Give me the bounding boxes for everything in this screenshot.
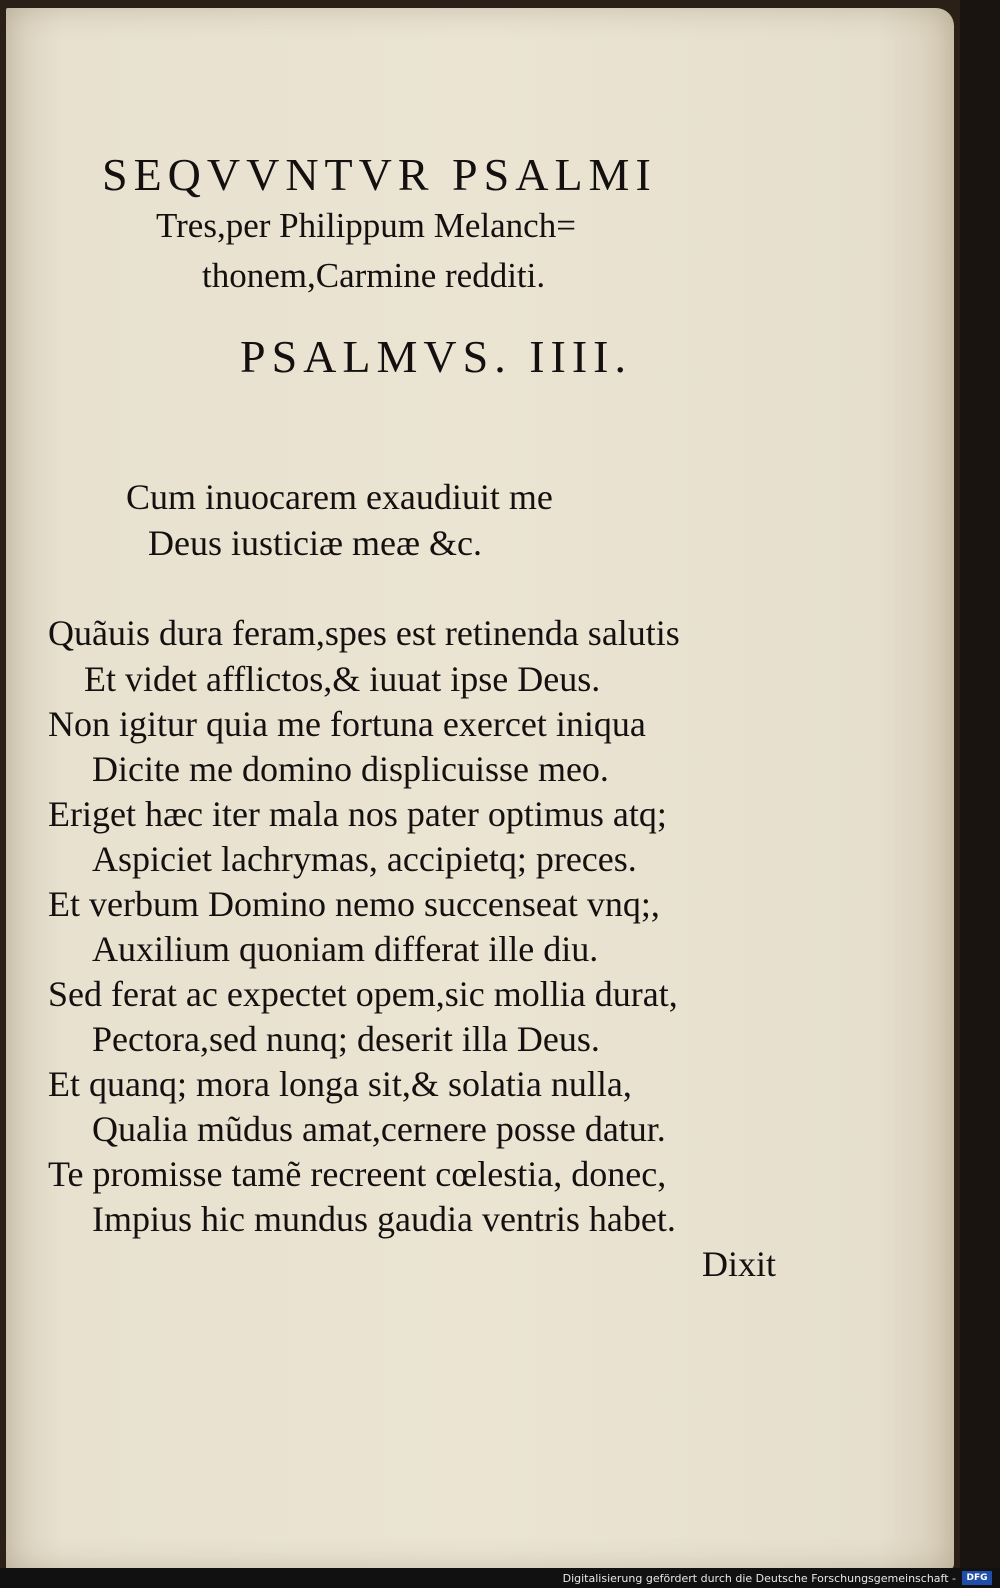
incipit-line-2: Deus iusticiæ meæ &c.	[148, 523, 482, 563]
book-page	[6, 8, 954, 1570]
verse-line: Quãuis dura feram,spes est retinenda salutis	[48, 613, 680, 653]
psalm-title: PSALMVS. IIII.	[240, 331, 632, 382]
catchword: Dixit	[702, 1244, 777, 1284]
verse-line: Qualia mũdus amat,cernere posse datur.	[92, 1109, 666, 1149]
verse-line: Impius hic mundus gaudia ventris habet.	[92, 1199, 676, 1239]
verse-line: Et quanq; mora longa sit,& solatia nulla,	[48, 1064, 632, 1104]
digitization-footer	[0, 1568, 1000, 1588]
verse-line: Aspiciet lachrymas, accipietq; preces.	[92, 839, 637, 879]
header-subtitle-line1: Tres,per Philippum Melanch=	[156, 206, 576, 245]
verse-line: Eriget hæc iter mala nos pater optimus atq;	[48, 794, 667, 834]
dfg-logo-icon: DFG	[962, 1571, 992, 1585]
verse-line: Et videt afflictos,& iuuat ipse Deus.	[84, 659, 601, 699]
verse-line: Sed ferat ac expectet opem,sic mollia durat,	[48, 974, 678, 1014]
header-subtitle-line2: thonem,Carmine redditi.	[202, 256, 546, 295]
verse-line: Auxilium quoniam differat ille diu.	[92, 929, 599, 969]
header-title: SEQVVNTVR PSALMI	[102, 149, 657, 200]
verse-line: Et verbum Domino nemo succenseat vnq;,	[48, 884, 660, 924]
incipit-line-1: Cum inuocarem exaudiuit me	[126, 477, 553, 517]
verse-line: Te promisse tamẽ recreent cœlestia, donec,	[48, 1154, 667, 1194]
verse-line: Pectora,sed nunq; deserit illa Deus.	[92, 1019, 600, 1059]
footer-credit: Digitalisierung gefördert durch die Deutsche Forschungsgemeinschaft -	[562, 1572, 956, 1585]
verse-line: Dicite me domino displicuisse meo.	[92, 749, 609, 789]
verse-line: Non igitur quia me fortuna exercet iniqua	[48, 704, 646, 744]
